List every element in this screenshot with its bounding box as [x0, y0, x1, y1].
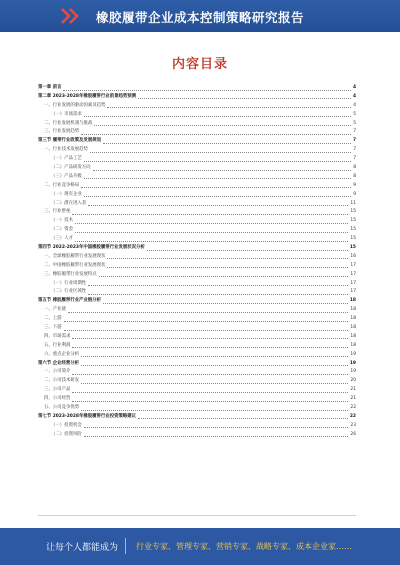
toc-entry[interactable]: [38, 271, 356, 280]
dot-leader: [88, 284, 348, 286]
toc-entry[interactable]: [38, 182, 356, 191]
toc-entry[interactable]: [38, 369, 356, 378]
toc-entry-label: （一）产品工艺: [51, 156, 82, 162]
dot-leader: [107, 257, 348, 259]
toc-entry[interactable]: [38, 93, 356, 102]
dot-leader: [94, 124, 351, 126]
toc-page-number: 15: [350, 218, 356, 224]
toc-entry-label: （二）资金: [51, 227, 73, 233]
toc-entry-label: （三）人才: [51, 236, 73, 242]
dot-leader: [90, 151, 351, 153]
dot-leader: [103, 302, 348, 304]
toc-entry-label: （一）技术: [51, 218, 73, 224]
toc-entry-label: 二、行业发展机遇与挑战: [44, 120, 93, 126]
toc-entry-label: 第七节 2023-2028年橡胶履带行业投资策略建议: [38, 413, 137, 419]
footer-banner: [0, 528, 400, 565]
toc-entry[interactable]: [38, 288, 356, 297]
dot-leader: [84, 160, 351, 162]
dot-leader: [103, 142, 351, 144]
toc-page-number: 15: [349, 245, 356, 251]
dot-leader: [81, 355, 348, 357]
toc-entry-label: 一、产业链: [44, 307, 66, 313]
toc-entry-label: 四、市场需求: [44, 333, 71, 339]
toc-entry[interactable]: [38, 333, 356, 342]
toc-page-number: 9: [353, 191, 356, 197]
toc-page-number: 22: [350, 405, 356, 411]
toc-page-number: 18: [350, 333, 356, 339]
toc-entry-label: 二、中国橡胶履带行业发展现状: [44, 262, 106, 268]
toc-page-number: 5: [353, 111, 356, 117]
toc-entry[interactable]: [38, 253, 356, 262]
toc-entry[interactable]: [38, 306, 356, 315]
toc-page-number: 5: [353, 120, 356, 126]
toc-entry-label: 二、行业竞争格局: [44, 182, 80, 188]
toc-entry[interactable]: [38, 164, 356, 173]
dot-leader: [93, 169, 352, 171]
dot-leader: [84, 435, 349, 437]
toc-entry-label: （一）现有企业: [51, 191, 82, 197]
toc-page-number: 7: [353, 156, 356, 162]
dot-leader: [81, 133, 351, 135]
toc-entry[interactable]: [38, 235, 356, 244]
toc-entry[interactable]: [38, 386, 356, 395]
report-title: 橡胶履带企业成本控制策略研究报告: [95, 10, 304, 25]
toc-entry-label: （一）市场需求: [51, 111, 82, 117]
toc-page-number: 18: [350, 316, 356, 322]
toc-entry[interactable]: [38, 226, 356, 235]
toc-entry-label: （一）投资机会: [51, 422, 82, 428]
toc-page-number: 18: [350, 325, 356, 331]
toc-page-number: 17: [350, 262, 356, 268]
footer-divider: [125, 538, 126, 554]
toc-entry-label: 一、行业发展的驱动因素及趋势: [44, 102, 106, 108]
toc-page-number: 4: [353, 102, 356, 108]
toc-entry-label: 五、行业利润: [44, 342, 71, 348]
toc-entry-label: 四、公司经营: [44, 396, 71, 402]
toc-page-number: 8: [353, 165, 356, 170]
dot-leader: [75, 231, 348, 233]
top-banner: [0, 0, 400, 32]
toc-entry-label: 三、下游: [44, 325, 62, 331]
toc-entry-label: （一）行业周期性: [51, 280, 87, 286]
dot-leader: [88, 204, 348, 206]
toc-page-number: 21: [350, 387, 356, 393]
dot-leader: [64, 329, 349, 331]
dot-leader: [84, 195, 351, 197]
toc-page-number: 7: [352, 138, 356, 144]
dot-leader: [84, 426, 349, 428]
toc-heading: 内容目录: [171, 57, 228, 72]
toc-page-number: 17: [350, 280, 356, 286]
dot-leader: [72, 346, 348, 348]
dot-leader: [84, 115, 351, 117]
toc-entry-label: （三）产品升级: [51, 173, 82, 179]
dot-leader: [81, 186, 351, 188]
dot-leader: [81, 409, 348, 411]
toc-entry[interactable]: [38, 102, 356, 111]
dot-leader: [138, 97, 351, 99]
toc-page-number: 15: [350, 236, 356, 242]
toc-entry[interactable]: [38, 315, 356, 324]
toc-entry[interactable]: [38, 360, 356, 369]
toc-entry-label: 第二章 2023-2028年橡胶履带行业前景趋势预测: [38, 93, 137, 99]
toc-entry-label: 一、行业技术发展趋势: [44, 147, 88, 153]
toc-entry[interactable]: [38, 155, 356, 164]
toc-entry[interactable]: [38, 413, 356, 422]
dot-leader: [107, 266, 348, 268]
toc-page-number: 11: [350, 200, 356, 206]
toc-entry-label: 三、公司产品: [44, 387, 71, 393]
toc-entry-label: 第六节 企业经营分析: [38, 360, 80, 366]
toc-entry[interactable]: [38, 342, 356, 351]
toc-entry[interactable]: [38, 395, 356, 404]
toc-page-number: 16: [350, 253, 356, 259]
dot-leader: [81, 382, 348, 384]
toc-page-number: 18: [349, 298, 356, 304]
toc-entry[interactable]: [38, 404, 356, 413]
toc-page-number: 18: [350, 307, 356, 313]
dot-leader: [84, 177, 351, 179]
dot-leader: [72, 213, 348, 215]
table-of-contents: [38, 84, 356, 440]
dot-leader: [81, 364, 348, 366]
toc-entry[interactable]: [38, 191, 356, 200]
toc-entry[interactable]: [38, 84, 356, 93]
dot-leader: [72, 337, 348, 339]
toc-entry-label: 一、公司简介: [44, 369, 71, 375]
dot-leader: [99, 275, 349, 277]
toc-entry[interactable]: [38, 324, 356, 333]
toc-entry[interactable]: [38, 297, 356, 306]
dot-leader: [75, 240, 348, 242]
toc-entry-label: （二）行业区域性: [51, 289, 87, 295]
toc-entry[interactable]: [38, 351, 356, 360]
toc-page-number: 21: [350, 396, 356, 402]
dot-leader: [72, 400, 348, 402]
toc-entry[interactable]: [38, 422, 356, 431]
toc-entry[interactable]: [38, 280, 356, 289]
toc-page-number: 22: [349, 413, 356, 419]
toc-page-number: 20: [350, 378, 356, 384]
toc-entry[interactable]: [38, 200, 356, 209]
toc-entry-label: 二、上游: [44, 316, 62, 322]
toc-page-number: 19: [350, 369, 356, 375]
toc-entry-label: 三、行业壁垒: [44, 209, 71, 215]
toc-entry-label: 六、重点企业分析: [44, 351, 80, 357]
toc-page-number: 17: [350, 271, 356, 277]
toc-page-number: 19: [350, 351, 356, 357]
toc-entry-label: 第四节 2022-2023年中国橡胶履带行业发展状况分析: [38, 245, 145, 251]
dot-leader: [147, 249, 348, 251]
toc-entry[interactable]: [38, 173, 356, 182]
toc-entry[interactable]: [38, 146, 356, 155]
dot-leader: [63, 89, 350, 91]
toc-entry[interactable]: [38, 120, 356, 129]
toc-entry[interactable]: [38, 377, 356, 386]
toc-page-number: 4: [352, 93, 356, 99]
toc-entry-label: （二）投资风险: [51, 431, 82, 437]
toc-entry[interactable]: [38, 431, 356, 440]
dot-leader: [107, 106, 351, 108]
dot-leader: [72, 391, 348, 393]
toc-page-number: 15: [350, 227, 356, 233]
toc-page-number: 4: [352, 84, 356, 90]
toc-entry-label: 第一章 前言: [38, 84, 62, 90]
toc-page-number: 8: [353, 173, 356, 179]
toc-entry-label: （二）潜在进入者: [51, 200, 87, 206]
dot-leader: [64, 320, 349, 322]
toc-page-number: 7: [353, 129, 356, 135]
toc-entry[interactable]: [38, 208, 356, 217]
toc-page-number: 15: [350, 209, 356, 215]
toc-entry-label: 五、公司竞争优势: [44, 405, 80, 411]
dot-leader: [72, 373, 348, 375]
dot-leader: [75, 222, 348, 224]
toc-entry[interactable]: [38, 111, 356, 120]
toc-entry-label: （二）产品研发方向: [51, 165, 91, 170]
toc-entry-label: 三、行业发展趋势: [44, 129, 80, 135]
toc-entry[interactable]: [38, 128, 356, 137]
toc-entry-label: 一、全球橡胶履带行业发展现状: [44, 253, 106, 259]
toc-entry-label: 第三节 履带行业政策及发展规划: [38, 138, 101, 144]
toc-entry[interactable]: [38, 137, 356, 146]
toc-page-number: 19: [349, 360, 356, 366]
toc-entry[interactable]: [38, 244, 356, 253]
toc-page-number: 9: [353, 182, 356, 188]
toc-page-number: 7: [353, 147, 356, 153]
footer-slogan: 让每个人都能成为: [46, 543, 119, 553]
toc-entry-label: 三、橡胶履带行业发展特点: [44, 271, 97, 277]
dot-leader: [138, 417, 348, 419]
toc-entry[interactable]: [38, 262, 356, 271]
toc-entry-label: 第五节 橡胶履带行业产业链分析: [38, 298, 101, 304]
toc-page-number: 18: [350, 342, 356, 348]
toc-page-number: 17: [350, 289, 356, 295]
toc-entry-label: 二、公司技术研发: [44, 378, 80, 384]
toc-page-number: 23: [350, 422, 356, 428]
toc-entry[interactable]: [38, 217, 356, 226]
dot-leader: [88, 293, 348, 295]
footer-tagline: 行业专家、管理专家、营销专家、战略专家、成本企业家……: [136, 542, 352, 551]
dot-leader: [68, 311, 348, 313]
toc-page-number: 26: [350, 431, 356, 437]
divider: [38, 515, 356, 516]
